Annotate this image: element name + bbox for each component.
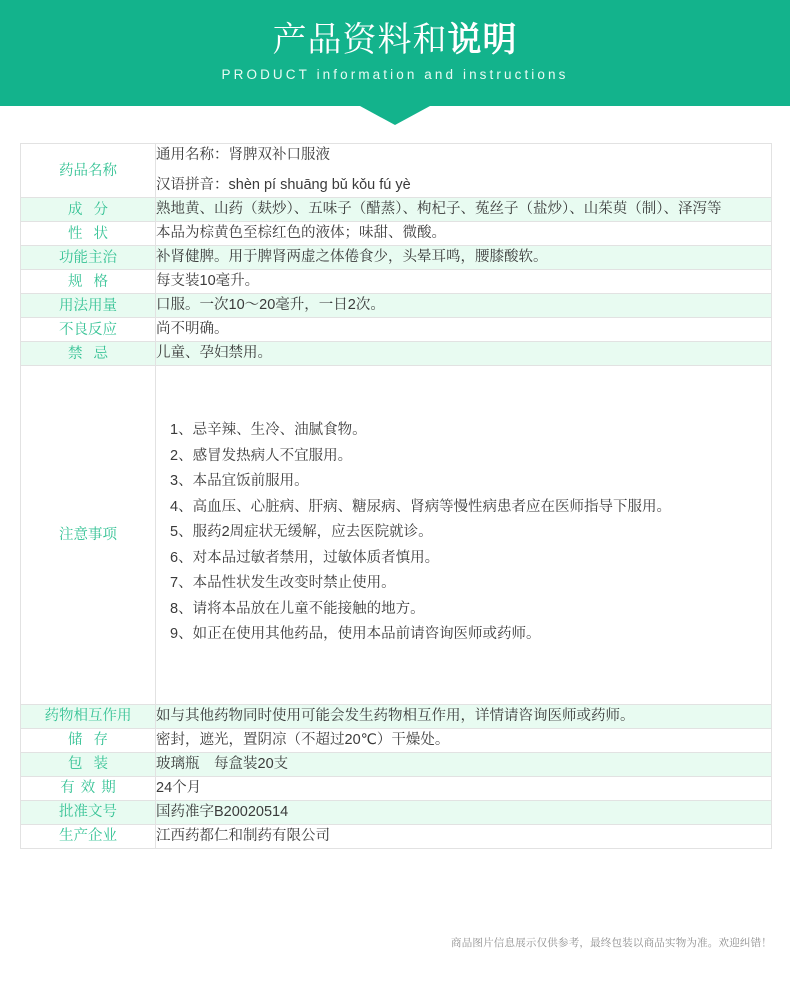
table-row bbox=[21, 222, 772, 246]
row-label-packaging: 包装 bbox=[21, 752, 156, 776]
row-label-specification: 规格 bbox=[21, 270, 156, 294]
row-label-manufacturer: 生产企业 bbox=[21, 824, 156, 848]
table-row bbox=[21, 800, 772, 824]
page-title-light: 产品资料和 bbox=[272, 21, 448, 59]
row-label-ingredients: 成分 bbox=[21, 198, 156, 222]
row-label-appearance: 性状 bbox=[21, 222, 156, 246]
table-row bbox=[21, 824, 772, 848]
spec-table-body bbox=[21, 144, 772, 849]
precaution-item: 8、请将本品放在儿童不能接触的地方。 bbox=[170, 600, 425, 617]
precaution-item: 3、本品宜饭前服用。 bbox=[170, 473, 309, 489]
table-row bbox=[21, 704, 772, 728]
row-label-adverse-reactions: 不良反应 bbox=[21, 318, 156, 342]
row-label-drug-interactions: 药物相互作用 bbox=[21, 704, 156, 728]
page-title bbox=[0, 20, 790, 60]
row-value-precautions bbox=[156, 366, 772, 705]
precaution-item: 7、本品性状发生改变时禁止使用。 bbox=[170, 575, 396, 591]
disclaimer-text: 商品图片信息展示仅供参考，最终包装以商品实物为准。欢迎纠错！ bbox=[451, 937, 772, 949]
row-value-drug-name bbox=[156, 144, 772, 198]
row-value-shelf-life: 24个月 bbox=[156, 776, 772, 800]
precaution-item: 2、感冒发热病人不宜服用。 bbox=[170, 447, 353, 464]
row-value-appearance: 本品为棕黄色至棕红色的液体；味甜、微酸。 bbox=[156, 222, 772, 246]
table-row bbox=[21, 198, 772, 222]
table-row bbox=[21, 776, 772, 800]
precaution-item: 4、高血压、心脏病、肝病、糖尿病、肾病等慢性病患者应在医师指导下服用。 bbox=[170, 498, 672, 515]
row-label-drug-name: 药品名称 bbox=[21, 144, 156, 198]
table-row bbox=[21, 294, 772, 318]
banner-text-block bbox=[0, 20, 790, 85]
page-title-bold: 说明 bbox=[447, 21, 518, 59]
product-spec-table-container bbox=[20, 143, 772, 849]
table-row bbox=[21, 246, 772, 270]
row-label-shelf-life: 有效期 bbox=[21, 776, 156, 800]
row-label-approval-number: 批准文号 bbox=[21, 800, 156, 824]
row-value-storage: 密封，遮光，置阴凉（不超过20℃）干燥处。 bbox=[156, 728, 772, 752]
row-label-dosage: 用法用量 bbox=[21, 294, 156, 318]
product-spec-table bbox=[20, 143, 772, 849]
table-row bbox=[21, 342, 772, 366]
value-line: 汉语拼音：shèn pí shuāng bǔ kǒu fú yè bbox=[156, 177, 411, 193]
row-label-indications: 功能主治 bbox=[21, 246, 156, 270]
page-subtitle: PRODUCT information and instructions bbox=[221, 67, 569, 82]
precaution-item: 6、对本品过敏者禁用，过敏体质者慎用。 bbox=[170, 549, 440, 566]
row-value-approval-number: 国药准字B20020514 bbox=[156, 800, 772, 824]
row-label-storage: 储存 bbox=[21, 728, 156, 752]
table-row-precautions bbox=[21, 366, 772, 705]
precaution-item: 5、服药2周症状无缓解，应去医院就诊。 bbox=[170, 524, 433, 540]
table-row bbox=[21, 752, 772, 776]
row-value-dosage: 口服。一次10～20毫升，一日2次。 bbox=[156, 294, 772, 318]
banner-notch-triangle bbox=[360, 106, 430, 125]
table-row bbox=[21, 144, 772, 198]
row-value-adverse-reactions: 尚不明确。 bbox=[156, 318, 772, 342]
precaution-item: 1、忌辛辣、生冷、油腻食物。 bbox=[170, 422, 367, 438]
row-value-manufacturer: 江西药都仁和制药有限公司 bbox=[156, 824, 772, 848]
table-row bbox=[21, 270, 772, 294]
precaution-item: 9、如正在使用其他药品，使用本品前请咨询医师或药师。 bbox=[170, 626, 541, 642]
row-value-contraindications: 儿童、孕妇禁用。 bbox=[156, 342, 772, 366]
table-row bbox=[21, 728, 772, 752]
row-value-indications: 补肾健脾。用于脾肾两虚之体倦食少，头晕耳鸣，腰膝酸软。 bbox=[156, 246, 772, 270]
page-header-banner bbox=[0, 0, 790, 106]
row-value-drug-interactions: 如与其他药物同时使用可能会发生药物相互作用，详情请咨询医师或药师。 bbox=[156, 704, 772, 728]
row-label-precautions: 注意事项 bbox=[21, 366, 156, 705]
row-value-ingredients: 熟地黄、山药（麸炒）、五味子（醋蒸）、枸杞子、菟丝子（盐炒）、山茱萸（制）、泽泻等 bbox=[156, 198, 772, 222]
precautions-list bbox=[156, 366, 771, 704]
row-label-contraindications: 禁忌 bbox=[21, 342, 156, 366]
table-row bbox=[21, 318, 772, 342]
row-value-specification: 每支装10毫升。 bbox=[156, 270, 772, 294]
value-line: 通用名称：肾脾双补口服液 bbox=[156, 147, 330, 163]
row-value-packaging: 玻璃瓶 每盒装20支 bbox=[156, 752, 772, 776]
